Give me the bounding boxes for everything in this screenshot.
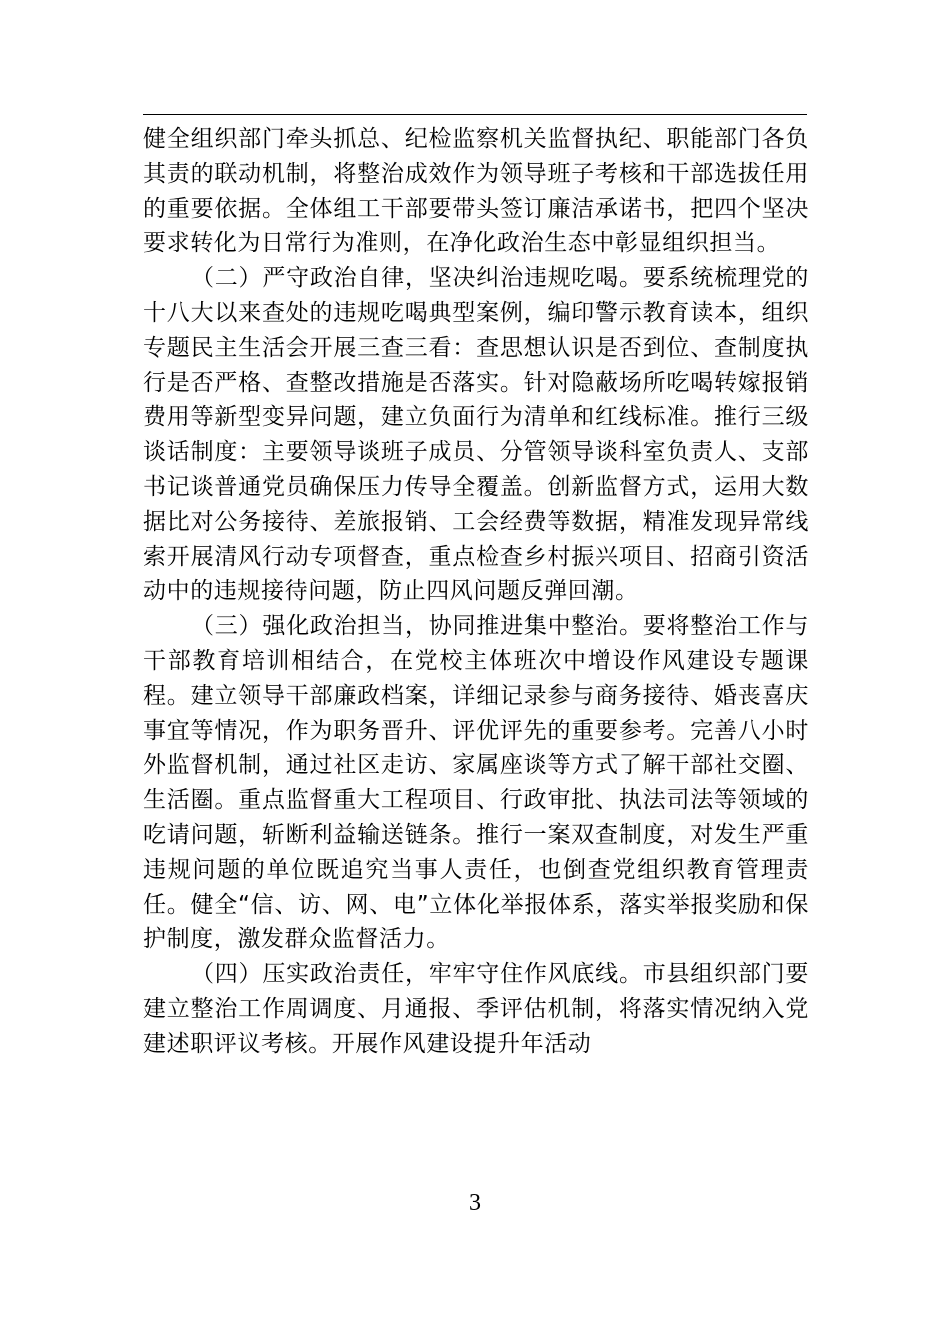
- paragraph-section-4: （四）压实政治责任，牢牢守住作风底线。市县组织部门要建立整治工作周调度、月通报、季评估机制，将落实情况纳入党建述职评议考核。开展作风建设提升年活动: [143, 961, 809, 1057]
- paragraph-continuation: 健全组织部门牵头抓总、纪检监察机关监督执纪、职能部门各负其责的联动机制，将整治成效作为领导班子考核和干部选拔任用的重要依据。全体组工干部要带头签订廉洁承诺书，把四个坚决要求转化为日常行为准则，在净化政治生态中彰显组织担当。: [143, 126, 809, 257]
- paragraph-section-3: （三）强化政治担当，协同推进集中整治。要将整治工作与干部教育培训相结合，在党校主体班次中增设作风建设专题课程。建立领导干部廉政档案，详细记录参与商务接待、婚丧喜庆事宜等情况，作为职务晋升、评优评先的重要参考。完善八小时外监督机制，通过社区走访、家属座谈等方式了解干部社交圈、生活圈。重点监督重大工程项目、行政审批、执法司法等领域的吃请问题，斩断利益输送链条。推行一案双查制度，对发生严重违规问题的单位既追究当事人责任，也倒查党组织教育管理责任。健全“信、访、网、电”立体化举报体系，落实举报奖励和保护制度，激发群众监督活力。: [143, 613, 809, 953]
- header-rule: [143, 114, 807, 115]
- paragraph-section-2: （二）严守政治自律，坚决纠治违规吃喝。要系统梳理党的十八大以来查处的违规吃喝典型案例，编印警示教育读本，组织专题民主生活会开展三查三看：查思想认识是否到位、查制度执行是否严格、查整改措施是否落实。针对隐蔽场所吃喝转嫁报销费用等新型变异问题，建立负面行为清单和红线标准。推行三级谈话制度：主要领导谈班子成员、分管领导谈科室负责人、支部书记谈普通党员确保压力传导全覆盖。创新监督方式，运用大数据比对公务接待、差旅报销、工会经费等数据，精准发现异常线索开展清风行动专项督查，重点检查乡村振兴项目、招商引资活动中的违规接待问题，防止四风问题反弹回潮。: [143, 265, 809, 605]
- page-number: 3: [469, 1190, 481, 1216]
- document-body: [143, 122, 809, 1062]
